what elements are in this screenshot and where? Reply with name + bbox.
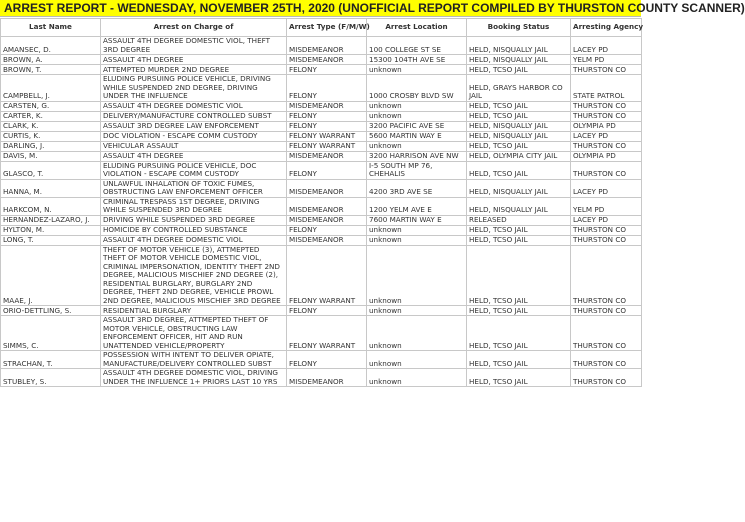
cell-arrest-location: 100 COLLEGE ST SE [367, 37, 467, 55]
table-row [1, 141, 642, 151]
cell-last-name: STUBLEY, S. [1, 369, 101, 387]
table-row [1, 351, 642, 369]
cell-arrest-type: FELONY [287, 225, 367, 235]
table-row [1, 65, 642, 75]
cell-arrest-type: FELONY [287, 306, 367, 316]
cell-arrest-type: FELONY WARRANT [287, 245, 367, 306]
cell-booking-status: HELD, TCSO JAIL [467, 111, 571, 121]
cell-arrest-type: FELONY [287, 161, 367, 179]
table-row [1, 179, 642, 197]
cell-arrest-location: unknown [367, 65, 467, 75]
cell-arrest-type: FELONY WARRANT [287, 141, 367, 151]
table-row [1, 215, 642, 225]
cell-arresting-agency: THURSTON CO [571, 245, 642, 306]
table-row [1, 131, 642, 141]
header-charge: Arrest on Charge of [101, 19, 287, 37]
cell-charge: UNLAWFUL INHALATION OF TOXIC FUMES, OBSTRUCTING LAW ENFORCEMENT OFFICER [101, 179, 287, 197]
cell-charge: POSSESSION WITH INTENT TO DELIVER OPIATE, MANUFACTURE/DELIVERY CONTROLLED SUBST [101, 351, 287, 369]
cell-last-name: HANNA, M. [1, 179, 101, 197]
cell-booking-status: HELD, TCSO JAIL [467, 65, 571, 75]
table-row [1, 101, 642, 111]
cell-charge: ASSAULT 4TH DEGREE DOMESTIC VIOL [101, 101, 287, 111]
cell-booking-status: HELD, NISQUALLY JAIL [467, 121, 571, 131]
cell-last-name: CARTER, K. [1, 111, 101, 121]
report-title: ARREST REPORT - WEDNESDAY, NOVEMBER 25TH, 2020 (UNOFFICIAL REPORT COMPILED BY THURSTON COUNTY SCANNER) [0, 0, 641, 17]
cell-arresting-agency: LACEY PD [571, 179, 642, 197]
cell-charge: VEHICULAR ASSAULT [101, 141, 287, 151]
cell-booking-status: HELD, TCSO JAIL [467, 225, 571, 235]
cell-arresting-agency: THURSTON CO [571, 235, 642, 245]
cell-booking-status: HELD, TCSO JAIL [467, 101, 571, 111]
cell-arrest-location: unknown [367, 306, 467, 316]
cell-booking-status: HELD, GRAYS HARBOR CO JAIL [467, 75, 571, 102]
cell-last-name: DAVIS, M. [1, 151, 101, 161]
cell-arrest-location: unknown [367, 235, 467, 245]
cell-arresting-agency: THURSTON CO [571, 225, 642, 235]
cell-arrest-type: MISDEMEANOR [287, 235, 367, 245]
header-last-name: Last Name [1, 19, 101, 37]
cell-last-name: HERNANDEZ-LAZARO, J. [1, 215, 101, 225]
cell-arresting-agency: THURSTON CO [571, 306, 642, 316]
cell-last-name: ORIO-DETTLING, S. [1, 306, 101, 316]
cell-booking-status: HELD, NISQUALLY JAIL [467, 131, 571, 141]
cell-arresting-agency: THURSTON CO [571, 369, 642, 387]
cell-arrest-location: unknown [367, 351, 467, 369]
table-row [1, 245, 642, 306]
table-row [1, 161, 642, 179]
cell-last-name: LONG, T. [1, 235, 101, 245]
table-row [1, 306, 642, 316]
table-row [1, 151, 642, 161]
cell-last-name: BROWN, T. [1, 65, 101, 75]
cell-charge: ASSAULT 4TH DEGREE DOMESTIC VIOL, THEFT 3RD DEGREE [101, 37, 287, 55]
cell-booking-status: HELD, TCSO JAIL [467, 316, 571, 351]
cell-charge: ELUDING PURSUING POLICE VEHICLE, DRIVING WHILE SUSPENDED 2ND DEGREE, DRIVING UNDER THE INFLUENCE [101, 75, 287, 102]
cell-last-name: CURTIS, K. [1, 131, 101, 141]
cell-arrest-type: MISDEMEANOR [287, 369, 367, 387]
cell-arrest-location: unknown [367, 225, 467, 235]
cell-charge: DOC VIOLATION - ESCAPE COMM CUSTODY [101, 131, 287, 141]
cell-booking-status: HELD, TCSO JAIL [467, 141, 571, 151]
table-row [1, 197, 642, 215]
cell-arrest-location: 1200 YELM AVE E [367, 197, 467, 215]
cell-arresting-agency: THURSTON CO [571, 351, 642, 369]
cell-arresting-agency: YELM PD [571, 55, 642, 65]
cell-arrest-type: FELONY [287, 65, 367, 75]
cell-last-name: SIMMS, C. [1, 316, 101, 351]
cell-charge: ASSAULT 4TH DEGREE [101, 151, 287, 161]
cell-arrest-type: FELONY [287, 111, 367, 121]
cell-arresting-agency: THURSTON CO [571, 161, 642, 179]
cell-arrest-location: 5600 MARTIN WAY E [367, 131, 467, 141]
table-row [1, 316, 642, 351]
header-booking-status: Booking Status [467, 19, 571, 37]
cell-arrest-type: MISDEMEANOR [287, 215, 367, 225]
cell-last-name: CAMPBELL, J. [1, 75, 101, 102]
cell-charge: ATTEMPTED MURDER 2ND DEGREE [101, 65, 287, 75]
cell-arresting-agency: THURSTON CO [571, 141, 642, 151]
table-row [1, 121, 642, 131]
cell-last-name: GLASCO, T. [1, 161, 101, 179]
cell-last-name: CLARK, K. [1, 121, 101, 131]
cell-arresting-agency: THURSTON CO [571, 316, 642, 351]
cell-charge: ASSAULT 3RD DEGREE, ATTMEPTED THEFT OF MOTOR VEHICLE, OBSTRUCTING LAW ENFORCEMENT OFFICER, HIT AND RUN UNATTENDED VEHICLE/PROPERTY [101, 316, 287, 351]
cell-charge: DELIVERY/MANUFACTURE CONTROLLED SUBST [101, 111, 287, 121]
cell-last-name: MAAE, J. [1, 245, 101, 306]
table-row [1, 225, 642, 235]
cell-arrest-location: unknown [367, 245, 467, 306]
cell-arresting-agency: OLYMPIA PD [571, 151, 642, 161]
cell-arrest-type: FELONY [287, 121, 367, 131]
cell-charge: ASSAULT 4TH DEGREE DOMESTIC VIOL [101, 235, 287, 245]
cell-arresting-agency: LACEY PD [571, 215, 642, 225]
cell-arrest-location: unknown [367, 111, 467, 121]
cell-booking-status: HELD, NISQUALLY JAIL [467, 55, 571, 65]
cell-booking-status: RELEASED [467, 215, 571, 225]
cell-arrest-location: 3200 HARRISON AVE NW [367, 151, 467, 161]
cell-charge: ASSAULT 3RD DEGREE LAW ENFORCEMENT [101, 121, 287, 131]
cell-arrest-type: FELONY [287, 75, 367, 102]
cell-arrest-location: I-5 SOUTH MP 76, CHEHALIS [367, 161, 467, 179]
cell-last-name: CARSTEN, G. [1, 101, 101, 111]
cell-arrest-location: 1000 CROSBY BLVD SW [367, 75, 467, 102]
cell-booking-status: HELD, TCSO JAIL [467, 306, 571, 316]
cell-arresting-agency: LACEY PD [571, 131, 642, 141]
cell-charge: DRIVING WHILE SUSPENDED 3RD DEGREE [101, 215, 287, 225]
table-row [1, 369, 642, 387]
cell-arrest-location: 7600 MARTIN WAY E [367, 215, 467, 225]
cell-arresting-agency: STATE PATROL [571, 75, 642, 102]
cell-charge: CRIMINAL TRESPASS 1ST DEGREE, DRIVING WHILE SUSPENDED 3RD DEGREE [101, 197, 287, 215]
cell-arrest-location: 4200 3RD AVE SE [367, 179, 467, 197]
cell-arresting-agency: THURSTON CO [571, 101, 642, 111]
cell-arrest-type: MISDEMEANOR [287, 37, 367, 55]
cell-booking-status: HELD, NISQUALLY JAIL [467, 197, 571, 215]
table-row [1, 37, 642, 55]
cell-arresting-agency: THURSTON CO [571, 111, 642, 121]
table-row [1, 111, 642, 121]
cell-charge: HOMICIDE BY CONTROLLED SUBSTANCE [101, 225, 287, 235]
cell-booking-status: HELD, TCSO JAIL [467, 245, 571, 306]
cell-last-name: BROWN, A. [1, 55, 101, 65]
cell-charge: ASSAULT 4TH DEGREE [101, 55, 287, 65]
cell-arrest-location: unknown [367, 369, 467, 387]
cell-arresting-agency: OLYMPIA PD [571, 121, 642, 131]
table-row [1, 235, 642, 245]
cell-arrest-location: unknown [367, 316, 467, 351]
cell-booking-status: HELD, TCSO JAIL [467, 161, 571, 179]
cell-booking-status: HELD, TCSO JAIL [467, 235, 571, 245]
cell-arrest-type: FELONY WARRANT [287, 316, 367, 351]
header-row [1, 19, 642, 37]
cell-arrest-type: MISDEMEANOR [287, 197, 367, 215]
cell-arrest-type: MISDEMEANOR [287, 151, 367, 161]
header-arrest-type: Arrest Type (F/M/W) [287, 19, 367, 37]
cell-last-name: HARKCOM, N. [1, 197, 101, 215]
cell-arrest-type: FELONY WARRANT [287, 131, 367, 141]
cell-booking-status: HELD, OLYMPIA CITY JAIL [467, 151, 571, 161]
cell-arrest-type: MISDEMEANOR [287, 55, 367, 65]
cell-last-name: DARLING, J. [1, 141, 101, 151]
cell-booking-status: HELD, TCSO JAIL [467, 369, 571, 387]
table-row [1, 55, 642, 65]
cell-booking-status: HELD, NISQUALLY JAIL [467, 37, 571, 55]
cell-arrest-type: MISDEMEANOR [287, 179, 367, 197]
cell-arrest-type: MISDEMEANOR [287, 101, 367, 111]
cell-last-name: AMANSEC, D. [1, 37, 101, 55]
cell-arresting-agency: YELM PD [571, 197, 642, 215]
cell-arrest-location: unknown [367, 141, 467, 151]
cell-arresting-agency: LACEY PD [571, 37, 642, 55]
cell-last-name: STRACHAN, T. [1, 351, 101, 369]
cell-booking-status: HELD, TCSO JAIL [467, 351, 571, 369]
cell-last-name: HYLTON, M. [1, 225, 101, 235]
header-arresting-agency: Arresting Agency [571, 19, 642, 37]
cell-arrest-location: 15300 104TH AVE SE [367, 55, 467, 65]
cell-arresting-agency: THURSTON CO [571, 65, 642, 75]
header-arrest-location: Arrest Location [367, 19, 467, 37]
cell-charge: ELUDING PURSUING POLICE VEHICLE, DOC VIOLATION - ESCAPE COMM CUSTODY [101, 161, 287, 179]
cell-arrest-location: unknown [367, 101, 467, 111]
table-row [1, 75, 642, 102]
cell-charge: RESIDENTIAL BURGLARY [101, 306, 287, 316]
cell-charge: ASSAULT 4TH DEGREE DOMESTIC VIOL, DRIVING UNDER THE INFLUENCE 1+ PRIORS LAST 10 YRS [101, 369, 287, 387]
cell-charge: THEFT OF MOTOR VEHICLE (3), ATTMEPTED THEFT OF MOTOR VEHICLE DOMESTIC VIOL, CRIMINAL IMPERSONATION, IDENTITY THEFT 2ND DEGREE, MALICIOUS MISCHIEF 2ND DEGREE (2), RESIDENTIAL BURGLARY, BURGLARY 2ND DEGREE, THEFT 2ND DEGREE, VEHICLE PROWL 2ND DEGREE, MALICIOUS MISCHIEF 3RD DEGREE [101, 245, 287, 306]
cell-arrest-type: FELONY [287, 351, 367, 369]
arrest-table [0, 18, 642, 387]
cell-arrest-location: 3200 PACIFIC AVE SE [367, 121, 467, 131]
cell-booking-status: HELD, NISQUALLY JAIL [467, 179, 571, 197]
